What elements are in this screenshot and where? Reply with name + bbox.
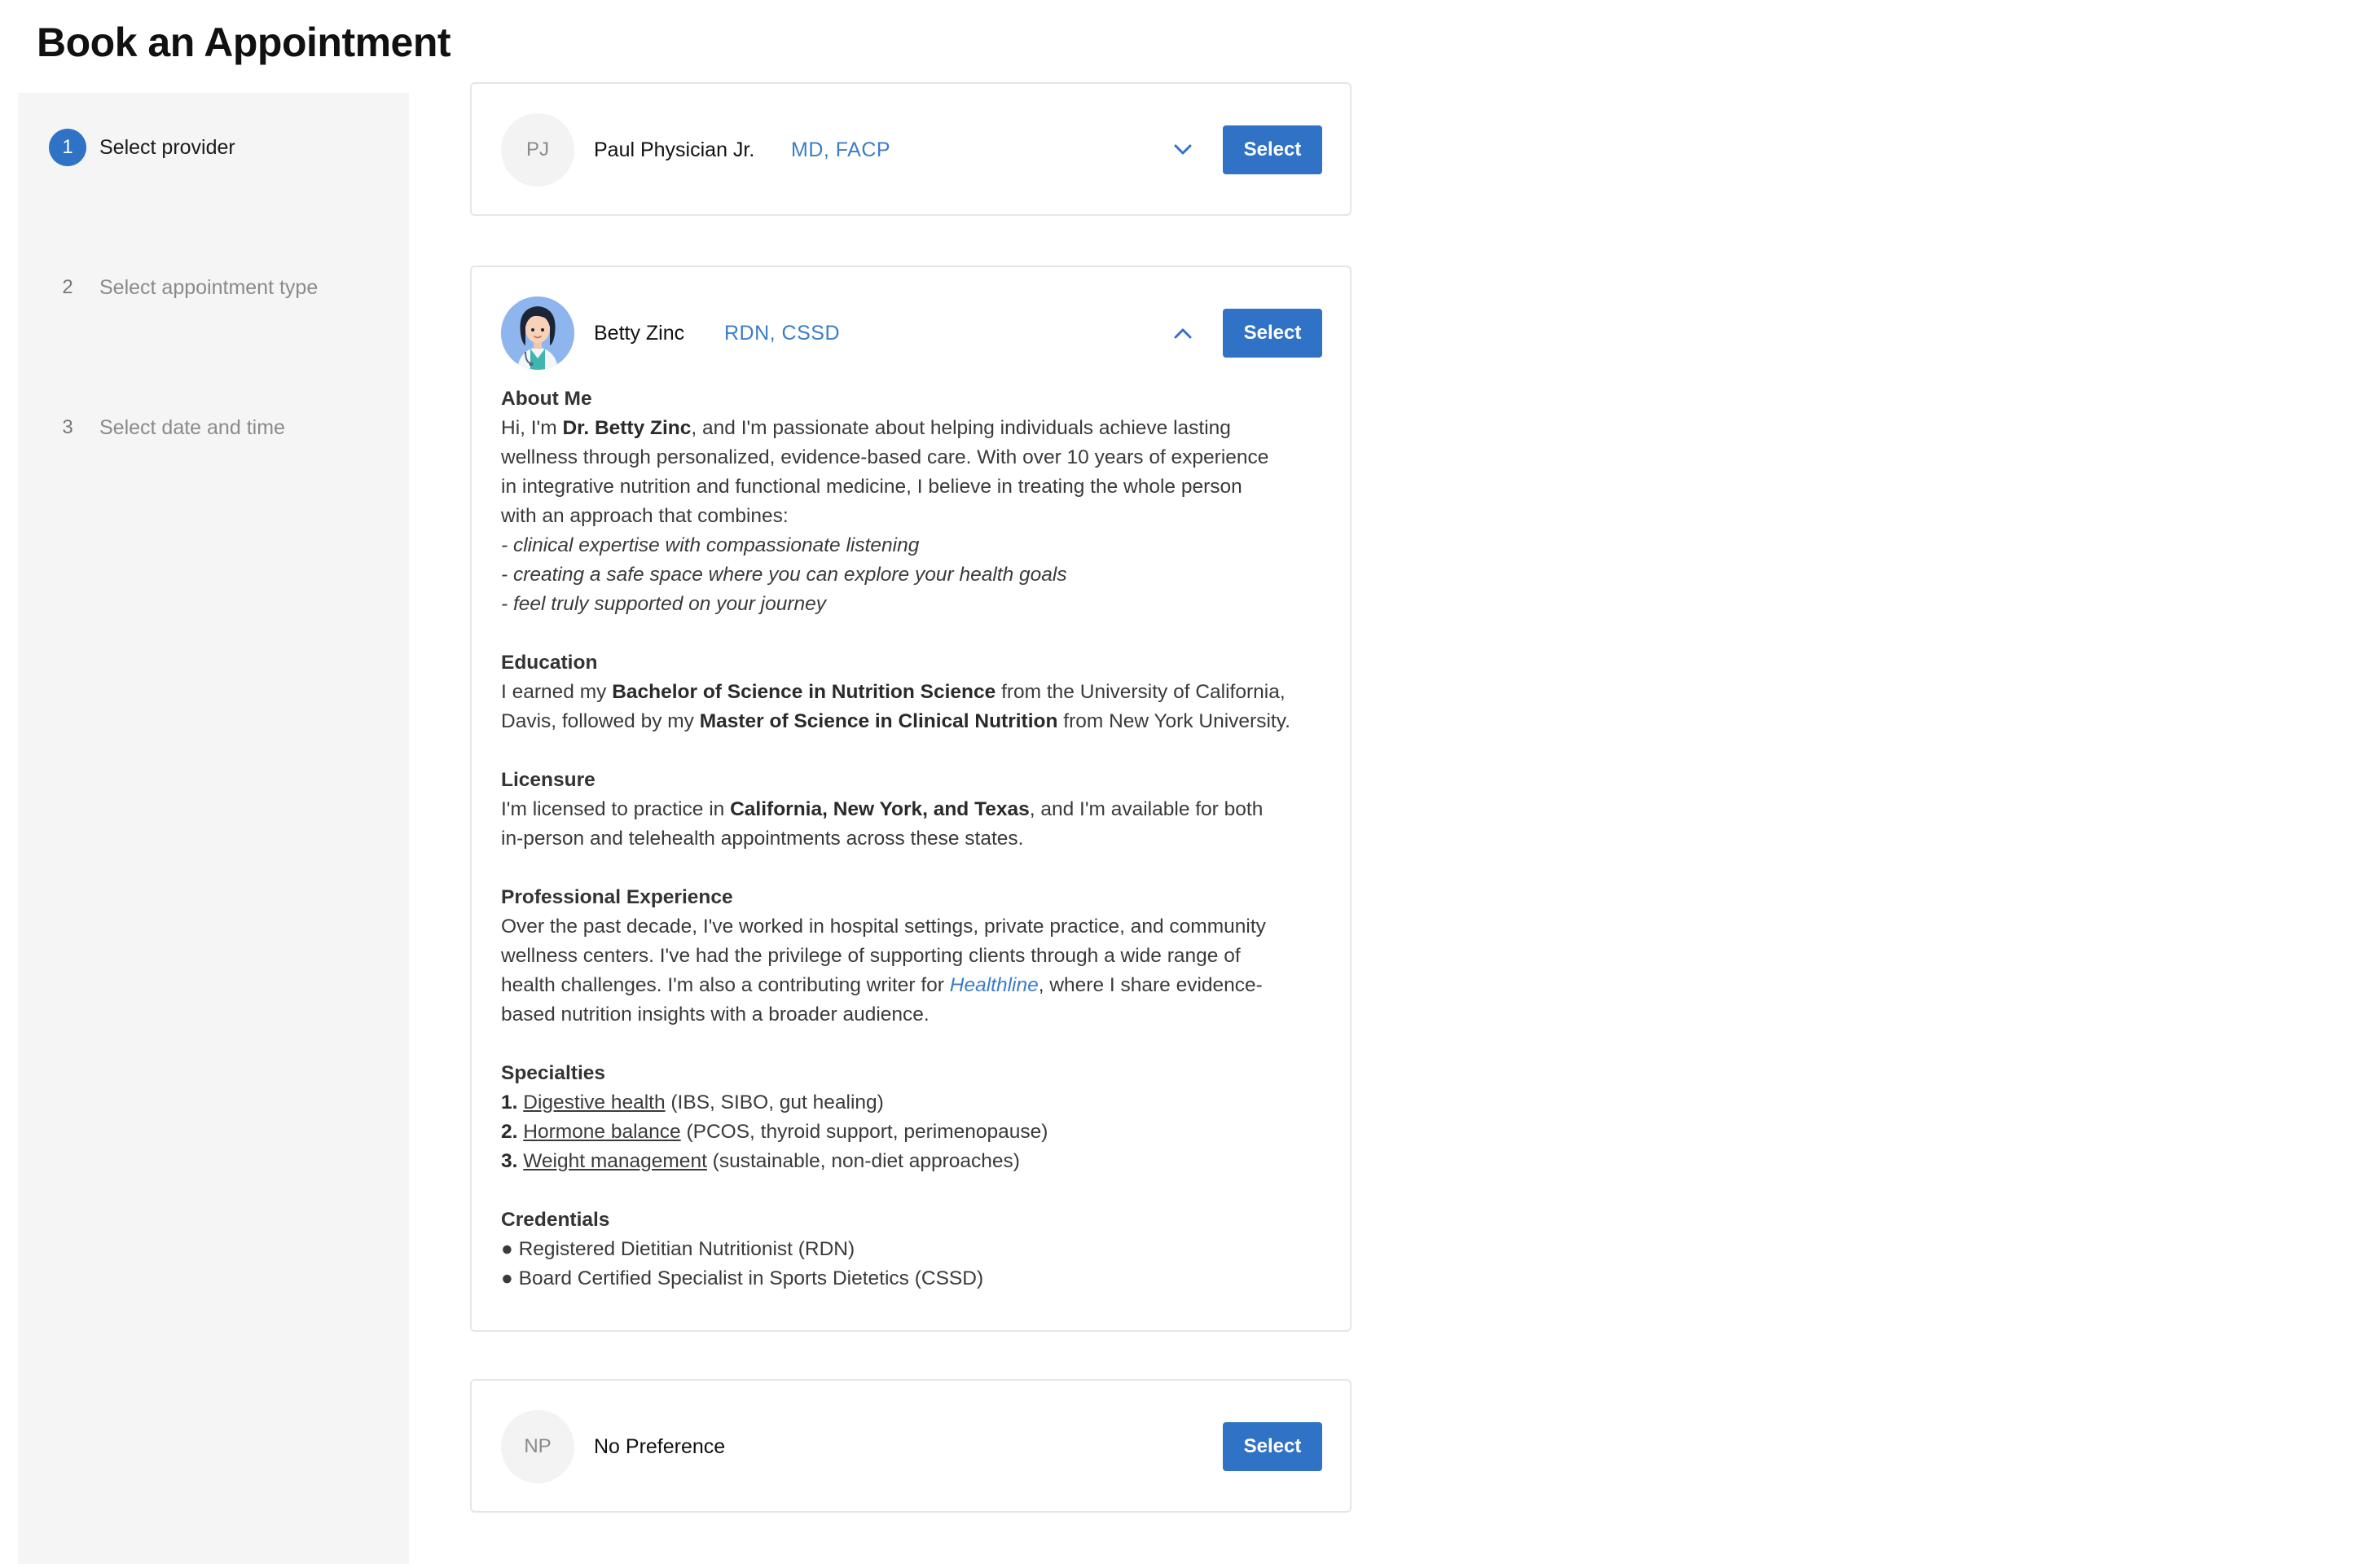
avatar: NP [501, 1410, 574, 1483]
bio-line: I'm licensed to practice in California, New York, and Texas, and I'm available for both [501, 798, 1264, 820]
chevron-up-icon[interactable] [1169, 319, 1197, 347]
bio-line: in integrative nutrition and functional medicine, I believe in treating the whole person [501, 476, 1242, 498]
select-button[interactable]: Select [1223, 1422, 1322, 1471]
provider-name: Betty Zinc [594, 322, 685, 345]
bio-section-title: Specialties [501, 1062, 606, 1084]
bio-line: wellness through personalized, evidence-based care. With over 10 years of experience [501, 446, 1269, 468]
bio-section-title: Credentials [501, 1209, 610, 1231]
bio-line: Over the past decade, I've worked in hospital settings, private practice, and community [501, 916, 1266, 938]
select-button[interactable]: Select [1223, 125, 1322, 174]
select-button[interactable]: Select [1223, 309, 1322, 358]
step-select-appointment-type[interactable] [49, 269, 318, 306]
healthline-link[interactable]: Healthline [949, 974, 1039, 996]
provider-name: No Preference [594, 1435, 726, 1458]
provider-card-no-preference [470, 1379, 1352, 1513]
provider-photo [501, 296, 574, 370]
bio-line: based nutrition insights with a broader audience. [501, 1004, 930, 1026]
provider-card-betty [470, 266, 1352, 1332]
provider-bio [501, 384, 1316, 1293]
specialty-item: 1. Digestive health (IBS, SIBO, gut healing) [501, 1091, 884, 1113]
bio-line: wellness centers. I've had the privilege of supporting clients through a wide range of [501, 945, 1241, 967]
specialty-link-digestive-health[interactable]: Digestive health [523, 1091, 666, 1113]
provider-credentials: RDN, CSSD [724, 322, 841, 345]
bio-line: health challenges. I'm also a contributing writer for Healthline, where I share evidence- [501, 974, 1263, 996]
step-label: Select provider [99, 135, 235, 159]
bio-bullet: - clinical expertise with compassionate listening [501, 534, 920, 556]
bio-line: I earned my Bachelor of Science in Nutrition Science from the University of California, [501, 681, 1286, 703]
provider-name: Paul Physician Jr. [594, 138, 755, 161]
step-number: 1 [49, 129, 86, 166]
step-label: Select date and time [99, 415, 285, 439]
stepper-sidebar [18, 93, 409, 1564]
bio-section-title: Professional Experience [501, 886, 733, 908]
step-select-date-time[interactable] [49, 409, 285, 446]
step-number: 2 [62, 276, 73, 298]
provider-card-paul [470, 82, 1352, 216]
credential-item: ● Registered Dietitian Nutritionist (RDN) [501, 1238, 855, 1260]
step-select-provider[interactable] [49, 129, 235, 166]
bio-line: Davis, followed by my Master of Science in Clinical Nutrition from New York University. [501, 710, 1290, 732]
step-number: 3 [62, 416, 73, 438]
bio-line: Hi, I'm Dr. Betty Zinc, and I'm passionate about helping individuals achieve lasting [501, 417, 1231, 439]
specialty-link-hormone-balance[interactable]: Hormone balance [523, 1121, 681, 1143]
page-title: Book an Appointment [37, 20, 451, 65]
specialty-link-weight-management[interactable]: Weight management [523, 1150, 707, 1172]
bio-bullet: - feel truly supported on your journey [501, 593, 827, 615]
bio-section-title: Education [501, 652, 598, 674]
provider-credentials: MD, FACP [791, 138, 891, 161]
specialty-item: 2. Hormone balance (PCOS, thyroid support, perimenopause) [501, 1121, 1048, 1143]
specialty-item: 3. Weight management (sustainable, non-diet approaches) [501, 1150, 1020, 1172]
avatar: PJ [501, 113, 574, 187]
step-label: Select appointment type [99, 275, 319, 299]
credential-item: ● Board Certified Specialist in Sports Dietetics (CSSD) [501, 1267, 984, 1289]
bio-bullet: - creating a safe space where you can explore your health goals [501, 564, 1067, 586]
chevron-down-icon[interactable] [1169, 136, 1197, 164]
bio-line: with an approach that combines: [501, 505, 789, 527]
bio-line: in-person and telehealth appointments across these states. [501, 828, 1024, 850]
bio-section-title: Licensure [501, 769, 596, 791]
bio-section-title: About Me [501, 388, 592, 410]
